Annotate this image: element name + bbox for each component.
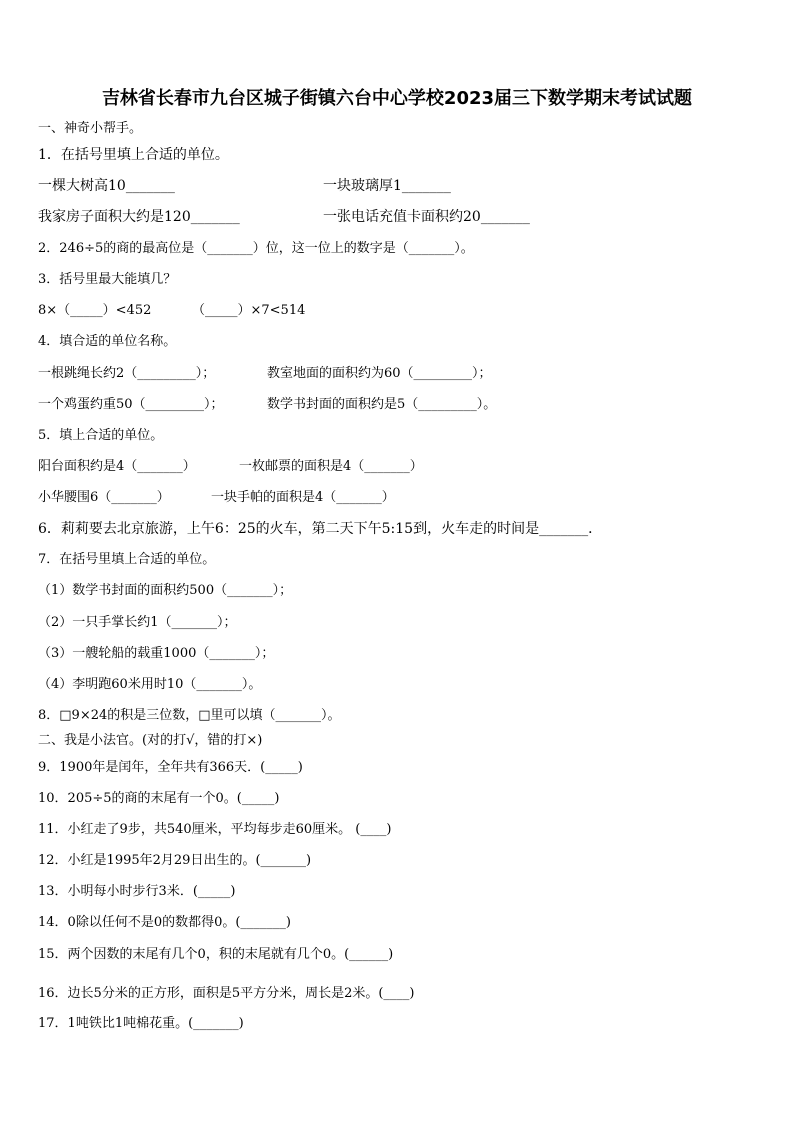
question-5-stem: 5．填上合适的单位。 xyxy=(38,428,164,443)
question-14: 14．0除以任何不是0的数都得0。(_______) xyxy=(38,915,291,930)
question-13: 13．小明每小时步行3米．(_____) xyxy=(38,884,236,899)
question-5-item-c: 小华腰围6（_______） xyxy=(38,490,170,505)
section-2-heading: 二、我是小法官。(对的打√，错的打×) xyxy=(38,733,263,748)
question-7-stem: 7．在括号里填上合适的单位。 xyxy=(38,552,216,567)
question-1-item-c: 我家房子面积大约是120_______ xyxy=(38,209,240,225)
question-1-item-b: 一块玻璃厚1_______ xyxy=(323,178,451,194)
question-6: 6．莉莉要去北京旅游，上午6：25的火车，第二天下午5:15到，火车走的时间是_______． xyxy=(38,521,603,537)
question-10: 10．205÷5的商的末尾有一个0。(_____) xyxy=(38,791,280,806)
question-11: 11．小红走了9步，共540厘米，平均每步走60厘米。 (____) xyxy=(38,822,392,837)
question-1-stem: 1．在括号里填上合适的单位。 xyxy=(38,147,229,163)
question-5-item-a: 阳台面积约是4（_______） xyxy=(38,459,196,474)
question-4-item-b: 教室地面的面积约为60（_________）； xyxy=(267,366,492,381)
question-15: 15．两个因数的末尾有几个0，积的末尾就有几个0。(______) xyxy=(38,947,394,962)
question-4-item-d: 数学书封面的面积约是5（_________）。 xyxy=(267,397,497,412)
question-17: 17．1吨铁比1吨棉花重。(_______) xyxy=(38,1016,244,1031)
question-5-item-b: 一枚邮票的面积是4（_______） xyxy=(239,459,423,474)
question-3-item-b: （_____）×7<514 xyxy=(192,303,306,318)
question-7-item-4: （4）李明跑60米用时10（_______）。 xyxy=(38,677,262,692)
question-1-item-d: 一张电话充值卡面积约20_______ xyxy=(323,209,530,225)
section-1-heading: 一、神奇小帮手。 xyxy=(38,121,143,136)
question-9: 9．1900年是闰年，全年共有366天．(_____) xyxy=(38,760,303,775)
question-7-item-1: （1）数学书封面的面积约500（_______）； xyxy=(38,583,293,598)
question-3-stem: 3．括号里最大能填几？ xyxy=(38,272,177,287)
question-5-item-d: 一块手帕的面积是4（_______） xyxy=(211,490,395,505)
question-4-item-a: 一根跳绳长约2（_________）； xyxy=(38,366,216,381)
question-3-item-a: 8×（_____）<452 xyxy=(38,303,152,318)
page-title: 吉林省长春市九台区城子街镇六台中心学校2023届三下数学期末考试试题 xyxy=(101,88,693,109)
question-4-stem: 4．填合适的单位名称。 xyxy=(38,334,177,349)
question-12: 12．小红是1995年2月29日出生的。(_______) xyxy=(38,853,312,868)
question-8: 8．□9×24的积是三位数，□里可以填（_______）。 xyxy=(38,708,341,723)
question-7-item-3: （3）一艘轮船的载重1000（_______）； xyxy=(38,646,275,661)
question-7-item-2: （2）一只手掌长约1（_______）； xyxy=(38,615,237,630)
question-16: 16．边长5分米的正方形，面积是5平方分米，周长是2米。(____) xyxy=(38,986,415,1001)
question-1-item-a: 一棵大树高10_______ xyxy=(38,178,175,194)
question-2: 2．246÷5的商的最高位是（_______）位，这一位上的数字是（_______）。 xyxy=(38,241,474,256)
question-4-item-c: 一个鸡蛋约重50（_________）； xyxy=(38,397,224,412)
